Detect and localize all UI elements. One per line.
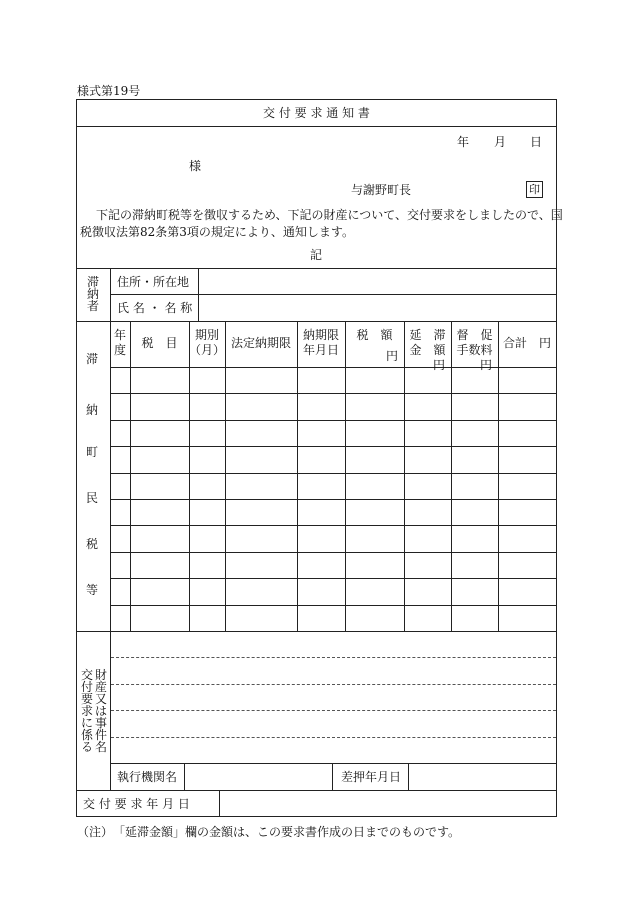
request-date-label: 交 付 要 求 年 月 日 bbox=[83, 797, 190, 811]
column-header: 税 額 円 bbox=[356, 328, 398, 363]
table-cell[interactable] bbox=[226, 553, 297, 578]
table-cell[interactable] bbox=[499, 447, 556, 473]
column-header: 年 度 bbox=[113, 328, 126, 357]
agency-field[interactable] bbox=[185, 764, 332, 790]
body-text-line-2: 税徴収法第82条第3項の規定により、通知します。 bbox=[80, 225, 354, 239]
table-cell[interactable] bbox=[452, 394, 498, 420]
table-cell[interactable] bbox=[298, 447, 345, 473]
table-cell[interactable] bbox=[346, 500, 404, 525]
table-cell[interactable] bbox=[346, 474, 404, 499]
table-cell[interactable] bbox=[131, 368, 189, 393]
agency-label: 執行機関名 bbox=[117, 770, 178, 784]
table-cell[interactable] bbox=[346, 447, 404, 473]
table-cell[interactable] bbox=[111, 606, 130, 631]
table-cell[interactable] bbox=[452, 447, 498, 473]
table-cell[interactable] bbox=[405, 553, 451, 578]
addressee-suffix: 様 bbox=[189, 159, 202, 173]
property-inner-label: 財 産 又 は 事 件 名 bbox=[94, 668, 107, 754]
table-cell[interactable] bbox=[298, 553, 345, 578]
table-cell[interactable] bbox=[452, 579, 498, 605]
table-cell[interactable] bbox=[190, 474, 225, 499]
table-cell[interactable] bbox=[452, 606, 498, 631]
table-cell[interactable] bbox=[226, 421, 297, 446]
table-cell[interactable] bbox=[131, 447, 189, 473]
table-cell[interactable] bbox=[190, 368, 225, 393]
table-cell[interactable] bbox=[131, 606, 189, 631]
table-cell[interactable] bbox=[499, 368, 556, 393]
table-cell[interactable] bbox=[226, 394, 297, 420]
table-cell[interactable] bbox=[226, 368, 297, 393]
table-cell[interactable] bbox=[499, 553, 556, 578]
table-cell[interactable] bbox=[298, 500, 345, 525]
table-cell[interactable] bbox=[111, 526, 130, 552]
form-title: 交 付 要 求 通 知 書 bbox=[263, 106, 370, 120]
table-cell[interactable] bbox=[190, 500, 225, 525]
table-cell[interactable] bbox=[346, 526, 404, 552]
table-cell[interactable] bbox=[298, 474, 345, 499]
table-cell[interactable] bbox=[226, 606, 297, 631]
column-header: 合計 円 bbox=[502, 336, 551, 350]
table-cell[interactable] bbox=[226, 474, 297, 499]
table-cell[interactable] bbox=[298, 368, 345, 393]
table-cell[interactable] bbox=[131, 394, 189, 420]
table-cell[interactable] bbox=[346, 421, 404, 446]
table-cell[interactable] bbox=[405, 500, 451, 525]
table-cell[interactable] bbox=[226, 447, 297, 473]
table-cell[interactable] bbox=[131, 500, 189, 525]
column-header: 法定納期限 bbox=[230, 336, 291, 350]
table-cell[interactable] bbox=[226, 526, 297, 552]
table-cell[interactable] bbox=[405, 606, 451, 631]
table-cell[interactable] bbox=[111, 500, 130, 525]
table-cell[interactable] bbox=[190, 579, 225, 605]
table-cell[interactable] bbox=[499, 500, 556, 525]
body-text-line-1: 下記の滞納町税等を徴収するため、下記の財産について、交付要求をしましたので、国 bbox=[96, 208, 563, 222]
table-cell[interactable] bbox=[405, 447, 451, 473]
seizure-date-label: 差押年月日 bbox=[341, 770, 402, 784]
table-cell[interactable] bbox=[499, 579, 556, 605]
table-cell[interactable] bbox=[111, 553, 130, 578]
table-cell[interactable] bbox=[346, 368, 404, 393]
column-header: 税 目 bbox=[141, 336, 178, 350]
table-cell[interactable] bbox=[405, 421, 451, 446]
table-cell[interactable] bbox=[405, 368, 451, 393]
column-header: 期別 （月） bbox=[189, 328, 226, 357]
table-cell[interactable] bbox=[111, 579, 130, 605]
table-cell[interactable] bbox=[346, 394, 404, 420]
table-cell[interactable] bbox=[131, 579, 189, 605]
column-header: 督 促 手数料 円 bbox=[456, 328, 493, 372]
table-cell[interactable] bbox=[499, 394, 556, 420]
table-cell[interactable] bbox=[298, 394, 345, 420]
address-label: 住所・所在地 bbox=[117, 275, 190, 289]
table-cell[interactable] bbox=[298, 606, 345, 631]
table-cell[interactable] bbox=[190, 606, 225, 631]
table-cell[interactable] bbox=[452, 526, 498, 552]
address-field[interactable] bbox=[199, 269, 556, 294]
name-label: 氏 名 ・ 名 称 bbox=[117, 301, 193, 315]
table-cell[interactable] bbox=[346, 579, 404, 605]
table-cell[interactable] bbox=[405, 579, 451, 605]
table-cell[interactable] bbox=[499, 526, 556, 552]
request-date-field[interactable] bbox=[220, 791, 556, 816]
issuer-name: 与謝野町長 bbox=[351, 183, 412, 197]
property-field[interactable] bbox=[111, 632, 556, 763]
table-cell[interactable] bbox=[190, 447, 225, 473]
table-cell[interactable] bbox=[131, 553, 189, 578]
table-cell[interactable] bbox=[499, 474, 556, 499]
table-cell[interactable] bbox=[298, 526, 345, 552]
seizure-date-field[interactable] bbox=[409, 764, 556, 790]
property-outer-label: 交 付 要 求 に 係 る bbox=[80, 668, 93, 754]
table-cell[interactable] bbox=[190, 421, 225, 446]
table-cell[interactable] bbox=[452, 474, 498, 499]
date-day-label: 日 bbox=[530, 135, 543, 149]
table-cell[interactable] bbox=[226, 579, 297, 605]
form-number: 様式第19号 bbox=[77, 84, 141, 98]
table-cell[interactable] bbox=[111, 368, 130, 393]
table-cell[interactable] bbox=[131, 421, 189, 446]
table-cell[interactable] bbox=[452, 553, 498, 578]
table-cell[interactable] bbox=[452, 421, 498, 446]
name-field[interactable] bbox=[199, 295, 556, 321]
date-year-label: 年 bbox=[457, 135, 470, 149]
table-cell[interactable] bbox=[499, 606, 556, 631]
table-cell[interactable] bbox=[190, 553, 225, 578]
column-header: 納期限 年月日 bbox=[302, 328, 339, 357]
table-cell[interactable] bbox=[111, 394, 130, 420]
table-cell[interactable] bbox=[346, 553, 404, 578]
table-cell[interactable] bbox=[452, 500, 498, 525]
table-cell[interactable] bbox=[298, 579, 345, 605]
table-cell[interactable] bbox=[111, 447, 130, 473]
table-cell[interactable] bbox=[499, 421, 556, 446]
table-cell[interactable] bbox=[111, 421, 130, 446]
table-cell[interactable] bbox=[190, 394, 225, 420]
table-cell[interactable] bbox=[405, 474, 451, 499]
table-cell[interactable] bbox=[298, 421, 345, 446]
table-cell[interactable] bbox=[190, 526, 225, 552]
table-cell[interactable] bbox=[452, 368, 498, 393]
table-cell[interactable] bbox=[346, 606, 404, 631]
table-cell[interactable] bbox=[131, 474, 189, 499]
table-cell[interactable] bbox=[111, 474, 130, 499]
table-cell[interactable] bbox=[226, 500, 297, 525]
delinquent-label: 滞 納 者 bbox=[86, 275, 99, 313]
date-month-label: 月 bbox=[494, 135, 507, 149]
table-cell[interactable] bbox=[405, 394, 451, 420]
footnote: （注） 「延滞金額」欄の金額は、この要求書作成の日までのものです。 bbox=[77, 825, 461, 839]
table-cell[interactable] bbox=[405, 526, 451, 552]
ki-label: 記 bbox=[310, 248, 323, 262]
table-cell[interactable] bbox=[131, 526, 189, 552]
column-header: 延 滞 金 額 円 bbox=[409, 328, 446, 372]
seal-stamp: 印 bbox=[526, 181, 543, 198]
